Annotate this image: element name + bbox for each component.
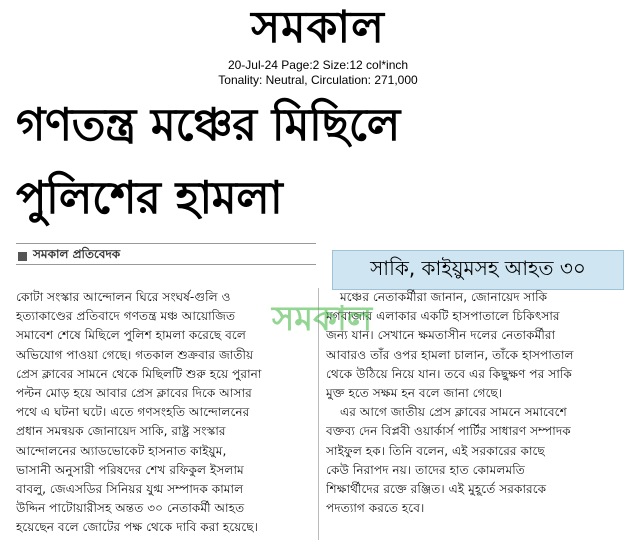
col1-line: পথে এ ঘটনা ঘটে। এতে গণসংহতি আন্দোলনের: [16, 405, 250, 420]
headline-line2: পুলিশের হামলা: [16, 171, 283, 224]
square-bullet-icon: [18, 252, 27, 261]
col2-line: আবারও তাঁর ওপর হামলা চালান, তাঁকে হাসপাতাল: [326, 347, 574, 362]
col1-line: বাবলু, জেএসডির সিনিয়র যুগ্ম সম্পাদক কামাল: [16, 482, 244, 497]
col1-line: হয়েছেন বলে জোটের পক্ষ থেকে দাবি করা হয়েছে।: [16, 520, 259, 535]
col2-line: থেকে উঠিয়ে নিয়ে যান। তবে এর কিছুক্ষণ পর সাকি: [326, 366, 572, 381]
article-column-2: [326, 288, 624, 518]
masthead-logo: সমকাল: [251, 2, 385, 53]
col2-line: পদত্যাগ করতে হবে।: [326, 501, 425, 516]
col2-line: বক্তব্য দেন বিপ্লবী ওয়ার্কার্স পার্টির সাধারণ সম্পাদক: [326, 424, 571, 439]
col1-line: ভাসানী অনুসারী পরিষদের শেখ রফিকুল ইসলাম: [16, 462, 244, 477]
col1-line: প্রধান সমন্বয়ক জোনায়েদ সাকি, রাষ্ট্র সংস্কার: [16, 424, 226, 439]
col1-line: হত্যাকাণ্ডের প্রতিবাদে গণতন্ত্র মঞ্চ আয়োজিত: [16, 309, 236, 324]
col2-line: মগবাজার এলাকার একটি হাসপাতালে চিকিৎসার: [326, 309, 560, 324]
col2-line: সাইফুল হক। তিনি বলেন, এই সরকারের কাছে: [326, 443, 545, 458]
col1-line: উদ্দিন পাটোয়ারীসহ অন্তত ৩০ নেতাকর্মী আহত: [16, 501, 245, 516]
clipping-meta-line1: 20-Jul-24 Page:2 Size:12 col*inch: [227, 58, 409, 72]
byline-rule-bottom: [16, 264, 316, 265]
byline: [18, 246, 120, 266]
byline-text: সমকাল প্রতিবেদক: [33, 247, 121, 261]
byline-rule-top: [16, 243, 316, 244]
col1-line: কোটা সংস্কার আন্দোলন ঘিরে সংঘর্ষ-গুলি ও: [16, 290, 231, 304]
col2-line: মঞ্চের নেতাকর্মীরা জানান, জোনায়েদ সাকি: [340, 290, 548, 304]
col1-line: পল্টন মোড় হয়ে আবার প্রেস ক্লাবের দিকে আসার: [16, 386, 252, 401]
col1-line: আন্দোলনের অ্যাডভোকেট হাসনাত কাইয়ুম,: [16, 443, 227, 458]
watermark-logo: সমকাল: [271, 298, 373, 339]
col2-line: মুক্ত হতে সক্ষম হন বলে জানা গেছে।: [326, 386, 503, 401]
col1-line: সমাবেশ শেষে মিছিলে পুলিশ হামলা করেছে বলে: [16, 328, 246, 343]
headline-line1: গণতন্ত্র মঞ্চের মিছিলে: [16, 98, 400, 151]
col2-line: কেউ নিরাপদ নয়। তাদের হাত কোমলমতি: [326, 462, 525, 477]
subheadline-text: সাকি, কাইয়ুমসহ আহত ৩০: [370, 255, 586, 280]
column-divider: [318, 288, 319, 540]
clipping-meta-line2: Tonality: Neutral, Circulation: 271,000: [218, 73, 418, 87]
col1-line: প্রেস ক্লাবের সামনে থেকে মিছিলটি শুরু হয়ে পুরানা: [16, 366, 262, 381]
col1-line: অভিযোগ পাওয়া গেছে। গতকাল শুক্রবার জাতীয়: [16, 347, 254, 362]
article-column-1: [16, 288, 314, 538]
subheadline-box: [332, 250, 624, 290]
col2-line: এর আগে জাতীয় প্রেস ক্লাবের সামনে সমাবেশে: [340, 405, 567, 420]
col2-line: জন্য যান। সেখানে ক্ষমতাসীন দলের নেতাকর্মীরা: [326, 328, 556, 343]
col2-line: শিক্ষার্থীদের রক্তে রঞ্জিত। এই মুহূর্তে সরকারকে: [326, 482, 547, 497]
